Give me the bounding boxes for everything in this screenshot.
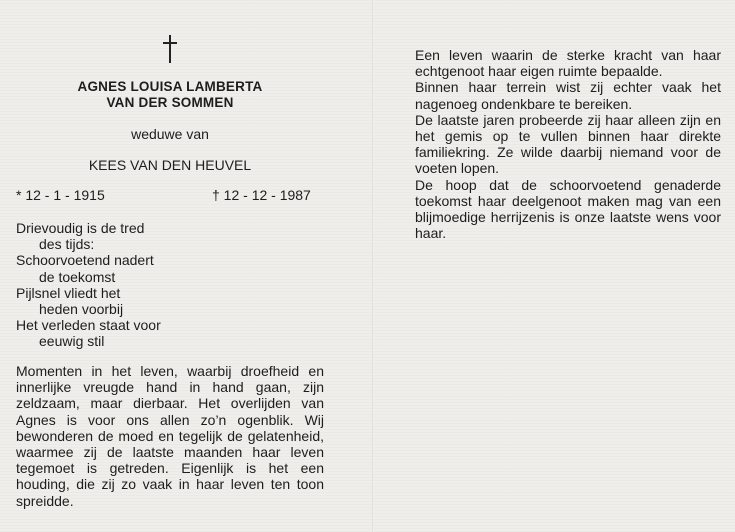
cross-icon [158,34,182,64]
death-date: † 12 - 12 - 1987 [212,187,311,203]
poem [16,220,336,350]
poem-line: Schoorvoetend nadert [16,252,154,269]
poem-line: de toekomst [39,268,116,285]
right-text [415,47,721,241]
birth-date: * 12 - 1 - 1915 [16,187,105,203]
poem-line: heden voorbij [39,301,124,318]
left-paragraph: Momenten in het leven, waarbij droefheid en innerlijke vreugde hand in hand gaan, zijn zeldzaam, maar dierbaar. Het overlijden van Agnes is voor ons allen zo’n ogenblik. Wij bewonderen de moed en tegelijk de gelatenheid, waarmee zij de laatste maanden haar leven tegemoet is getreden. Eigenlijk is het een houding, die zij zo vaak in haar leven ten toon spreidde. [16,363,324,509]
poem-line: Pijlsnel vliedt het [16,284,121,301]
card-fold [372,0,374,532]
poem-line: Het verleden staat voor [16,317,161,334]
deceased-name-line2: VAN DER SOMMEN [106,95,234,110]
right-paragraph: Een leven waarin de sterke kracht van haar echtgenoot haar eigen ruimte bepaalde. [415,47,721,80]
right-paragraph: De laatste jaren probeerde zij haar alleen zijn en het gemis op te vullen binnen haar direkte familiekring. Ze wilde daarbij niemand voor de voeten lopen. [415,111,721,177]
right-paragraph: De hoop dat de schoorvoetend genaderde toekomst haar deelgenoot maken mag van een blijmoedige herrijzenis is onze laatste wens voor haar. [415,176,721,242]
poem-line: des tijds: [39,236,95,253]
spouse-name: KEES VAN DEN HEUVEL [88,157,252,173]
poem-line: eeuwig stil [39,333,105,350]
right-paragraph: Binnen haar terrein wist zij echter vaak het nagenoeg ondenkbare te bereiken. [415,79,721,112]
deceased-name-line1: AGNES LOUISA LAMBERTA [77,79,263,94]
poem-line: Drievoudig is de tred [16,220,145,236]
widow-of-label: weduwe van [131,126,209,142]
